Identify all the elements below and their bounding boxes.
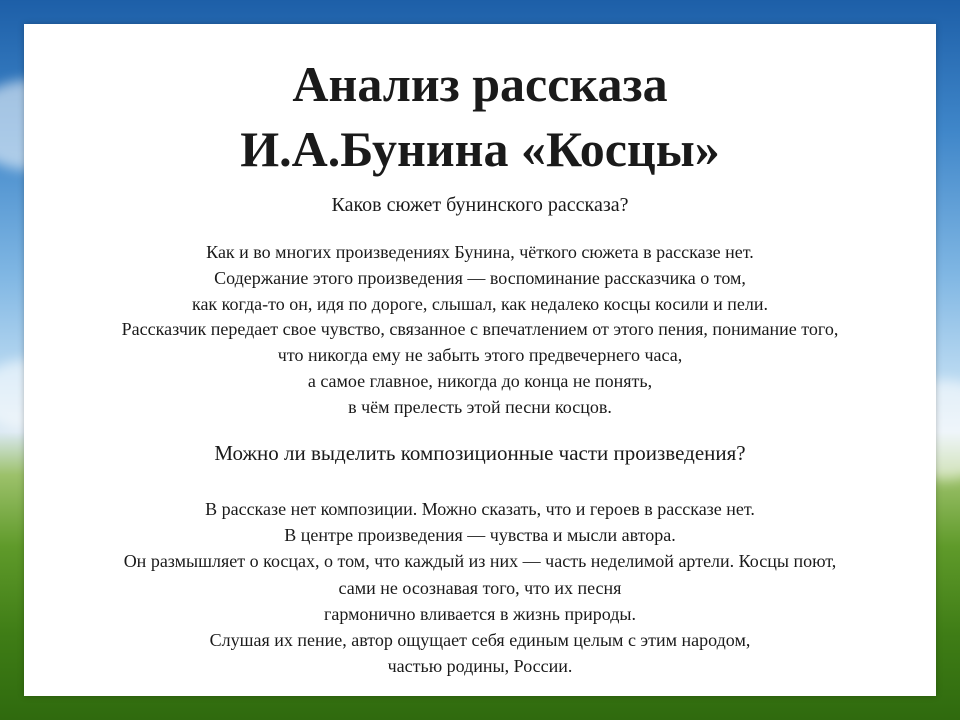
title-line-1: Анализ рассказа — [292, 56, 668, 112]
paragraph-line: а самое главное, никогда до конца не понять, — [307, 370, 653, 391]
paragraph-line: Как и во многих произведениях Бунина, чёткого сюжета в рассказе нет. — [206, 242, 754, 262]
paragraph-line: сами не осознавая того, что их песня — [338, 577, 622, 598]
question-composition: Можно ли выделить композиционные части произведения? — [214, 441, 746, 465]
paragraph-line: В центре произведения — чувства и мысли автора. — [284, 525, 676, 546]
paragraph-line: Содержание этого произведения — воспоминание рассказчика о том, — [214, 267, 746, 288]
slide-panel — [24, 24, 936, 696]
title-line-2: И.А.Бунина «Косцы» — [240, 121, 720, 177]
paragraph-line: Рассказчик передает свое чувство, связанное с впечатлением от этого пения, понимание того, — [121, 319, 839, 340]
paragraph-line: в чём прелесть этой песни косцов. — [348, 396, 612, 417]
answer-composition-paragraph — [24, 496, 936, 679]
answer-plot-paragraph — [24, 240, 936, 421]
paragraph-line: В рассказе нет композиции. Можно сказать, что и героев в рассказе нет. — [205, 499, 755, 519]
paragraph-line: гармонично вливается в жизнь природы. — [324, 603, 636, 624]
paragraph-line: Слушая их пение, автор ощущает себя единым целым с этим народом, — [209, 630, 751, 651]
paragraph-line: как когда-то он, идя по дороге, слышал, как недалеко косцы косили и пели. — [191, 293, 769, 314]
paragraph-line: что никогда ему не забыть этого предвечернего часа, — [277, 345, 683, 366]
question-plot: Каков сюжет бунинского рассказа? — [331, 194, 629, 216]
paragraph-line: Он размышляет о косцах, о том, что каждый из них — часть неделимой артели. Косцы поют, — [123, 551, 837, 572]
paragraph-line: частью родины, России. — [387, 656, 573, 677]
